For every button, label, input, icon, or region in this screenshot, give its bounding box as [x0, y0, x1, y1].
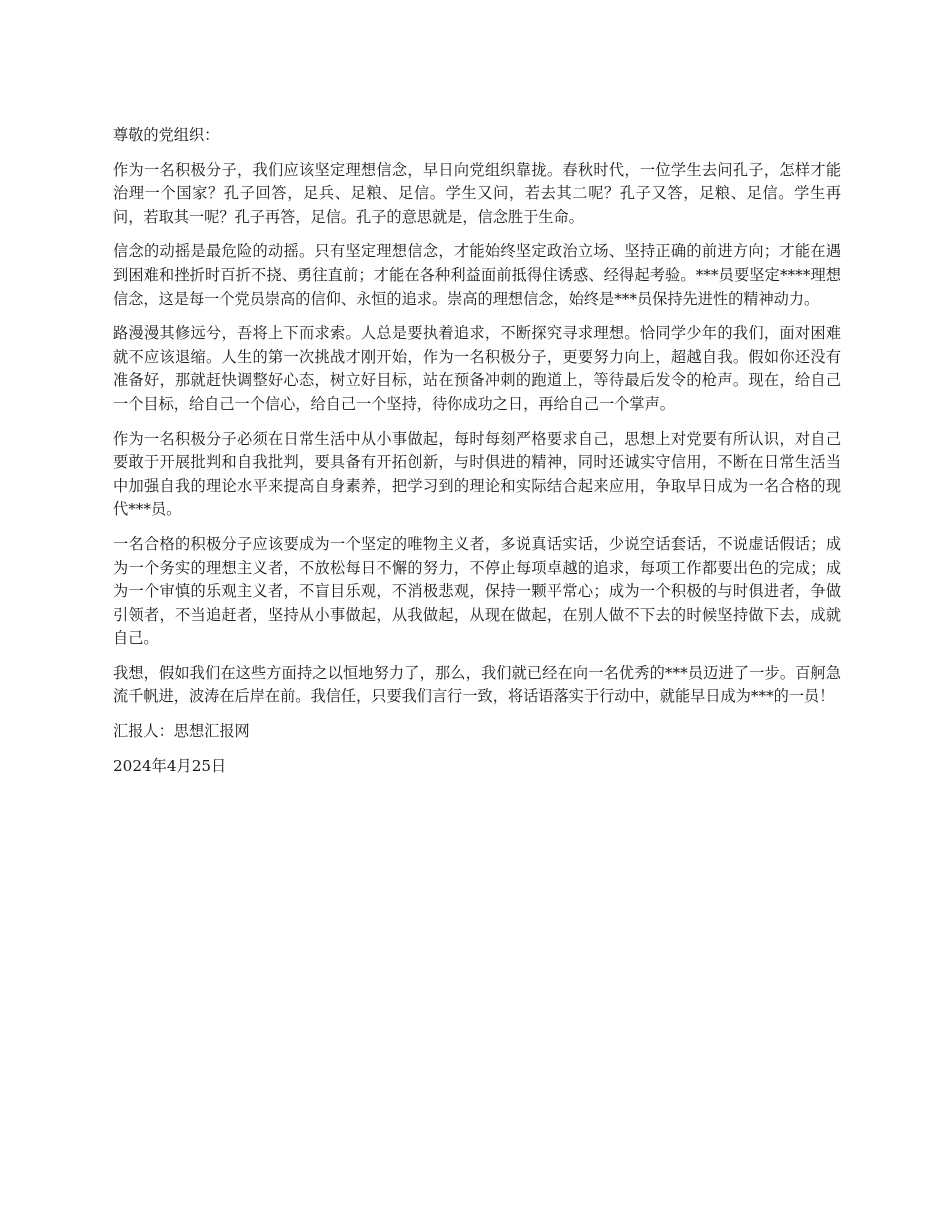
paragraph-3: 路漫漫其修远兮，吾将上下而求索。人总是要执着追求，不断探究寻求理想。恰同学少年的我们，面对困难就不应该退缩。人生的第一次挑战才刚开始，作为一名积极分子，更要努力向上，超越自我。假如你还没有准备好，那就赶快调整好心态，树立好目标，站在预备冲刺的跑道上，等待最后发令的枪声。现在，给自己一个目标，给自己一个信心，给自己一个坚持，待你成功之日，再给自己一个掌声。 [113, 324, 841, 413]
letter-body [113, 124, 841, 789]
paragraph-5: 一名合格的积极分子应该要成为一个坚定的唯物主义者，多说真话实话，少说空话套话，不说虚话假话；成为一个务实的理想主义者，不放松每日不懈的努力，不停止每项卓越的追求，每项工作都要出色的完成；成为一个审慎的乐观主义者，不盲目乐观，不消极悲观，保持一颗平常心；成为一个积极的与时俱进者，争做引领者，不当追赶者，坚持从小事做起，从我做起，从现在做起，在别人做不下去的时候坚持做下去，成就自己。 [113, 534, 841, 648]
paragraph-1: 作为一名积极分子，我们应该坚定理想信念，早日向党组织靠拢。春秋时代，一位学生去问孔子，怎样才能治理一个国家？孔子回答，足兵、足粮、足信。学生又问，若去其二呢？孔子又答，足粮、足信。学生再问，若取其一呢？孔子再答，足信。孔子的意思就是，信念胜于生命。 [113, 160, 841, 226]
date: 2024年4月25日 [113, 756, 227, 775]
paragraph-2: 信念的动摇是最危险的动摇。只有坚定理想信念，才能始终坚定政治立场、坚持正确的前进方向；才能在遇到困难和挫折时百折不挠、勇往直前；才能在各种利益面前抵得住诱惑、经得起考验。***员要坚定****理想信念，这是每一个党员崇高的信仰、永恒的追求。崇高的理想信念，始终是***员保持先进性的精神动力。 [113, 242, 841, 308]
salutation: 尊敬的党组织： [113, 126, 220, 144]
signature: 汇报人：思想汇报网 [113, 722, 250, 741]
paragraph-4: 作为一名积极分子必须在日常生活中从小事做起，每时每刻严格要求自己，思想上对党要有所认识，对自己要敢于开展批判和自我批判，要具备有开拓创新，与时俱进的精神，同时还诚实守信用，不断在日常生活当中加强自我的理论水平来提高自身素养，把学习到的理论和实际结合起来应用，争取早日成为一名合格的现代***员。 [113, 429, 841, 519]
paragraph-6: 我想，假如我们在这些方面持之以恒地努力了，那么，我们就已经在向一名优秀的***员迈进了一步。百舸急流千帆进，波涛在后岸在前。我信任，只要我们言行一致，将话语落实于行动中，就能早日成为***的一员！ [113, 663, 841, 706]
